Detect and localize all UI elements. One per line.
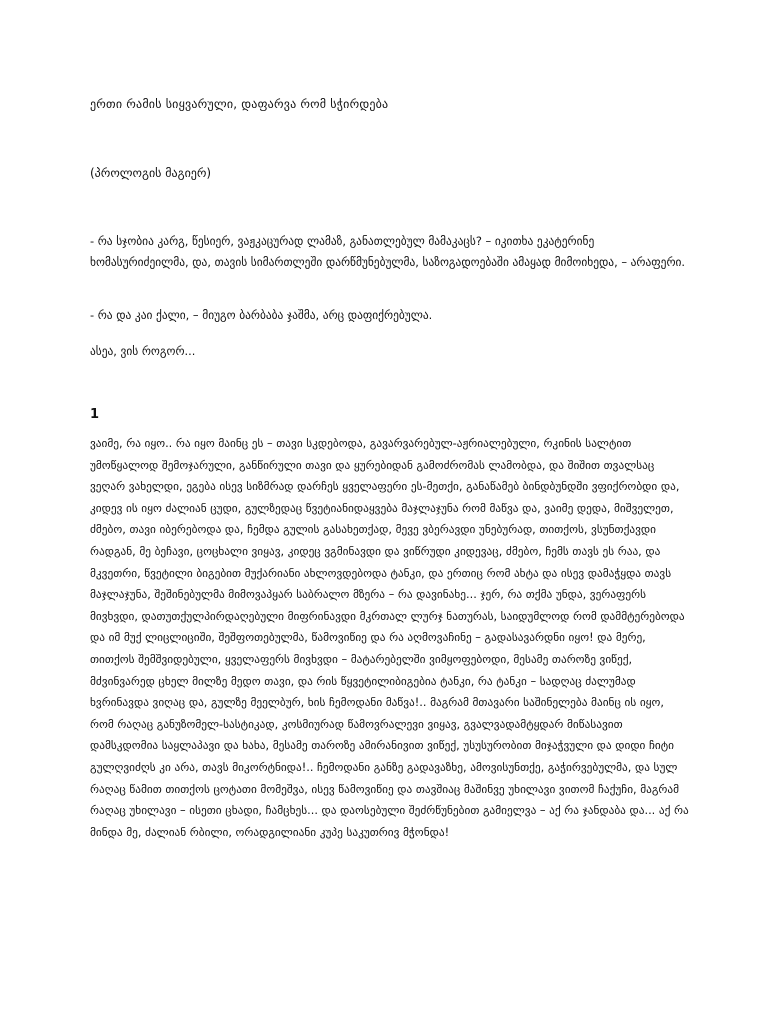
prologue-subtitle: (პროლოგის მაგიერ) [90,166,212,180]
story-title: ერთი რამის სიყვარული, დაფარვა რომ სჭირდება [90,97,389,111]
dialog-paragraph: ასეა, ვის როგორ... [90,344,196,358]
chapter-body-paragraph: ვაიმე, რა იყო.. რა იყო მაინც ეს – თავი სკდებოდა, გავარვარებულ-აჟრიალებული, რკინის სალტით უმოწყალოდ შემოჯარული, განწირული თავი და ყურებიდან გამოძრომას ლამობდა, და შიშით თვალსაც ვეღარ ვახელდი, ეგება ისევ სიზმრად დარჩეს ყველაფერი ეს-მეთქი, განაწამებ ბინდბუნდში ვფიქრობდი და, კიდევ ის იყო ძალიან ცუდი, გულზედაც წვეტიანიდაყვება მაჯლაჯუნა რომ მაწვა და, ვაიმე დედა, მიშველეთ, ძმებო, თავი იბერებოდა და, ჩემდა გულის გასახეთქად, მევე ვბერავდი უნებურად, თითქოს, ვსუნთქავდი რადგან, მე ბეჩავი, ცოცხალი ვიყავ, კიდეც ვგმინავდი და ვიწრუდი კიდევაც, ძმებო, ჩემს თავს ეს რაა, და მკვეთრი, წვეტილი ბიგებით მუქარიანი ახლოვდებოდა ტანკი, და ერთიც რომ ახტა და ისევ დამაჭყდა თავს მაჯლაჯუნა, შეშინებულმა მიმოვაპყარ საბრალო მზერა – რა დავინახე... ჯერ, რა თქმა უნდა, ვერაფერს მივხვდი, დათუთქულპირდაღებული მიფრინავდი მკრთალ ლურჯ ნათურას, საიდუმლოდ რომ დამმტერებოდა და იმ მუქ ლიცლიციში, შეშფოთებულმა, წამოვიწიე და რა აღმოვაჩინე – გადასავარდნი იყო! და მერე, თითქოს შემშვიდებული, ყველაფერს მივხვდი – მატარებელში ვიმყოფებოდი, მესამე თაროზე ვიწექ, მძვინვარედ ცხელ მილზე მედო თავი, და რის წყვეტილიბიგებია ტანკი, რა ტანკი – სადღაც ძალუმად ხვრინავდა ვიღაც და, გულზე მეელბურ, ხის ჩემოდანი მაწვა!.. მაგრამ მთავარი საშინელება მაინც ის იყო, რომ რაღაც განუზომელ-სასტიკად, კოსმიურად წამოვრალევი ვიყავ, გვალვადამტყდარ მიწასავით დამსკდომია საყლაპავი და ხახა, მესამე თაროზე ამირანივით ვიწექ, უსუსურობით მიჯაჭვული და დიდი ჩიტი გულღვიძღს კი არა, თავს მიკორტნიდა!.. ჩემოდანი განზე გადავაზხე, ამოვისუნთქე, გაჭირვებულმა, და სულ რაღაც წამით თითქოს ცოტათი მომეშვა, ისევ წამოვიწიე და თავშიაც მაშინვე უხილავი ვითომ ჩაქუჩი, მაგრამ რაღაც უხილავი – ისეთი ცხადი, ჩამცხეს... და დაოსებული შეძრწუნებით გამიელვა – აქ რა ჯანდაბა და... აქ რა მინდა მე, ძალიან რბილი, ორადგილიანი კუპე საკუთრივ მჭონდა! [90,437,689,839]
dialog-paragraph: - რა და კაი ქალი, – მიუგო ბარბაბა ჯაშმა, არც დაფიქრებულა. [90,308,433,322]
chapter-number: 1 [90,407,100,422]
dialog-paragraph: - რა სჯობია კარგ, წესიერ, ვაჟკაცურად ლამაზ, განათლებულ მამაკაცს? – იკითხა ეკატერინე ხომასურიძეილმა, და, თავის სიმართლეში დარწმუნებულმა, საზოგადოებაში ამაყად მიმოიხედა, – არაფერი. [90,234,686,269]
